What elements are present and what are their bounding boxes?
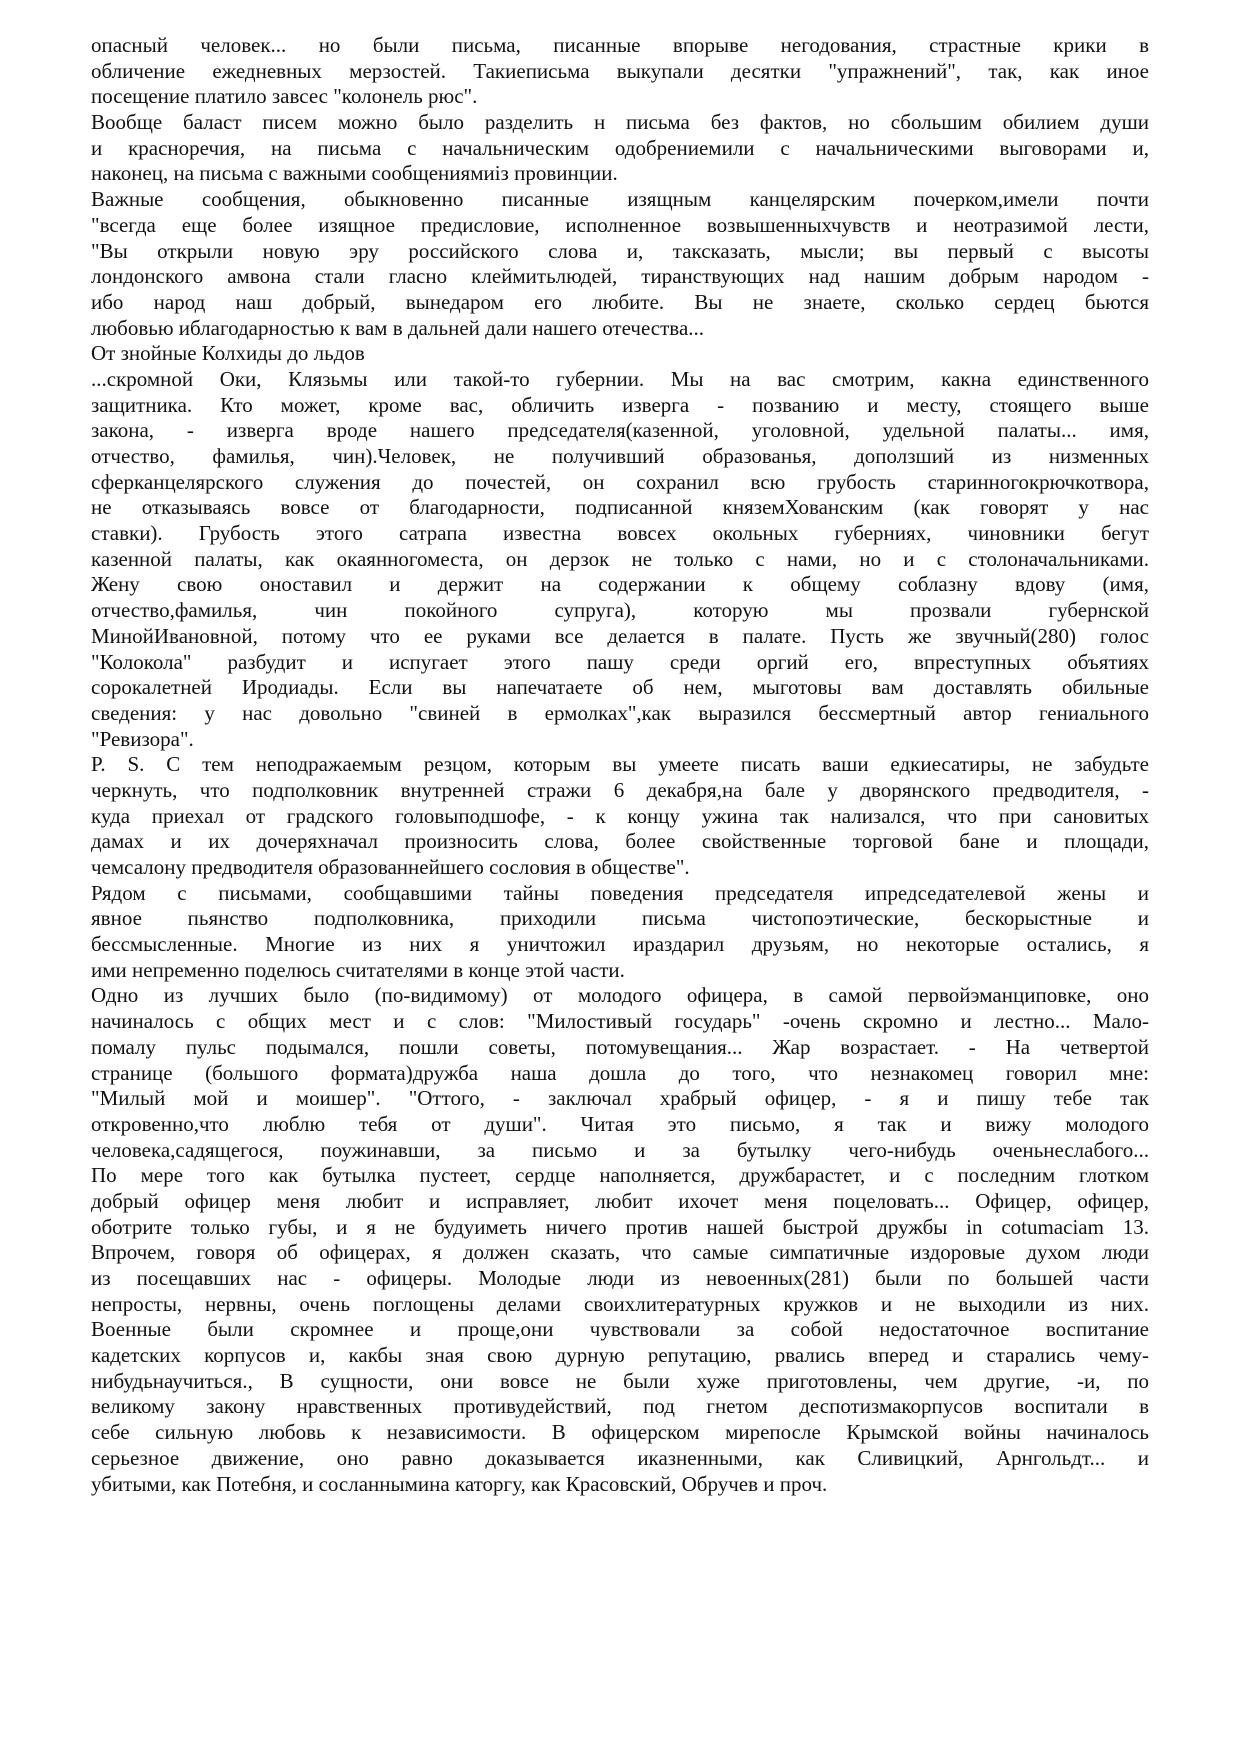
text-line: помалу пульс подымался, пошли советы, потомувещания... Жар возрастает. - На четвертой <box>91 1034 1149 1059</box>
text-line: сведения: у нас довольно "свиней в ермолках",как выразился бессмертный автор гениального <box>91 700 1149 725</box>
document-body <box>91 33 1149 1497</box>
text-line: из посещавших нас - офицеры. Молодые люди из невоенных(281) были по большей части <box>91 1266 1149 1290</box>
text-line: Впрочем, говоря об офицерах, я должен сказать, что самые симпатичные издоровые духом люди <box>91 1240 1149 1265</box>
text-line: непросты, нервны, очень поглощены делами своихлитературных кружков и не выходили из них. <box>91 1291 1149 1316</box>
text-line: посещение платило завсес "колонель рюс". <box>91 84 478 109</box>
text-line: великому закону нравственных противудействий, под гнетом деспотизмакорпусов воспитали в <box>91 1394 1149 1419</box>
text-line: дамах и их дочеряхначал произносить слова, более свойственные торговой бане и площади, <box>91 829 1149 854</box>
text-line: себе сильную любовь к независимости. В офицерском мирепосле Крымской войны начиналось <box>91 1420 1149 1445</box>
text-line: человека,садящегося, поужинавши, за письмо и за бутылку чего-нибудь оченьнеслабого... <box>91 1137 1149 1162</box>
text-line: убитыми, как Потебня, и сосланнымина каторгу, как Красовский, Обручев и проч. <box>91 1471 828 1496</box>
text-line: P. S. С тем неподражаемым резцом, которым вы умеете писать ваши едкиесатиры, не забудьте <box>91 752 1149 777</box>
text-line: странице (большого формата)дружба наша дошла до того, что незнакомец говорил мне: <box>91 1060 1149 1085</box>
text-line: наконец, на письма с важными сообщениямиiз провинции. <box>91 161 618 186</box>
text-line: лондонского амвона стали гласно клеймитьлюдей, тиранствующих над нашим добрым народом - <box>91 264 1149 289</box>
text-line: чемсалону предводителя образованнейшего сословия в обществе". <box>91 855 690 879</box>
text-line: По мере того как бутылка пустеет, сердце наполняется, дружбарастет, и с последним глотком <box>91 1163 1149 1188</box>
text-line: явное пьянство подполковника, приходили письма чистопоэтические, бескорыстные и <box>91 906 1149 931</box>
text-line: МинойИвановной, потому что ее руками все делается в палате. Пусть же звучный(280) голос <box>91 623 1149 648</box>
text-line: добрый офицер меня любит и исправляет, любит ихочет меня поцеловать... Офицер, офицер, <box>91 1188 1149 1213</box>
text-line: любовью иблагодарностью к вам в дальней дали нашего отечества... <box>91 315 705 340</box>
text-line: и красноречия, на письма с начальническим одобрениемили с начальническими выговорами и, <box>91 135 1149 160</box>
text-line: откровенно,что люблю тебя от души". Читая это письмо, я так и вижу молодого <box>91 1111 1149 1136</box>
text-line: оботрите только губы, и я не будуиметь ничего против нашей быстрой дружбы in cotumaciam 13. <box>91 1214 1149 1239</box>
text-line: ими непременно поделюсь считателями в конце этой части. <box>91 957 625 982</box>
text-line: начиналось с общих мест и с слов: "Милостивый государь" -очень скромно и лестно... Мало- <box>91 1009 1149 1034</box>
text-line: ибо народ наш добрый, вынедаром его любите. Вы не знаете, сколько сердец бьются <box>91 289 1149 314</box>
text-line: отчество, фамилья, чин).Человек, не получивший образованья, доползший из низменных <box>91 444 1149 468</box>
text-line: отчество,фамилья, чин покойного супруга), которую мы прозвали губернской <box>91 598 1149 623</box>
text-line: Важные сообщения, обыкновенно писанные изящным канцелярским почерком,имели почти <box>91 187 1149 212</box>
text-line: казенной палаты, как окаянногоместа, он дерзок не только с нами, но и с столоначальниками. <box>91 546 1149 571</box>
text-line: сорокалетней Иродиады. Если вы напечатаете об нем, мыготовы вам доставлять обильные <box>91 675 1149 700</box>
text-line: Жену свою оноставил и держит на содержании к общему соблазну вдову (имя, <box>91 572 1149 597</box>
text-line: нибудьнаучиться., В сущности, они вовсе не были хуже приготовлены, чем другие, -и, по <box>91 1368 1149 1393</box>
text-line: "Ревизора". <box>91 726 194 751</box>
text-line: "Колокола" разбудит и испугает этого пашу среди оргий его, впреступных объятиях <box>91 649 1149 674</box>
text-line: ставки). Грубость этого сатрапа известна вовсех окольных губерниях, чиновники бегут <box>91 521 1149 546</box>
text-line: не отказываясь вовсе от благодарности, подписанной княземХованским (как говорят у нас <box>91 495 1149 520</box>
text-line: куда приехал от градского головыподшофе, - к концу ужина так нализался, что при сановитых <box>91 803 1149 828</box>
text-line: бессмысленные. Многие из них я уничтожил ираздарил друзьям, но некоторые остались, я <box>91 932 1149 957</box>
text-line: черкнуть, что подполковник внутренней стражи 6 декабря,на бале у дворянского предводителя, - <box>91 777 1149 802</box>
text-line: "всегда еще более изящное предисловие, исполненное возвышенныхчувств и неотразимой лести, <box>91 212 1149 237</box>
text-line: обличение ежедневных мерзостей. Такиеписьма выкупали десятки "упражнений", так, как иное <box>91 58 1149 83</box>
text-line: "Милый мой и моишер". "Оттого, - заключал храбрый офицер, - я и пишу тебе так <box>91 1086 1149 1111</box>
text-line: "Вы открыли новую эру российского слова и, таксказать, мысли; вы первый с высоты <box>91 238 1149 263</box>
text-line: Рядом с письмами, сообщавшими тайны поведения председателя ипредседателевой жены и <box>91 880 1149 905</box>
text-line: опасный человек... но были письма, писанные впорыве негодования, страстные крики в <box>91 33 1149 57</box>
text-line: кадетских корпусов и, какбы зная свою дурную репутацию, рвались вперед и старались чему- <box>91 1343 1149 1368</box>
text-line: От знойные Колхиды до льдов <box>91 341 365 366</box>
text-line: Военные были скромнее и проще,они чувствовали за собой недостаточное воспитание <box>91 1317 1149 1342</box>
text-line: Одно из лучших было (по-видимому) от молодого офицера, в самой первойэманциповке, оно <box>91 983 1149 1008</box>
text-line: закона, - изверга вроде нашего председателя(казенной, уголовной, удельной палаты... имя, <box>91 418 1149 443</box>
text-line: защитника. Кто может, кроме вас, обличить изверга - позванию и месту, стоящего выше <box>91 392 1149 417</box>
text-line: серьезное движение, оно равно доказывается иказненными, как Сливицкий, Арнгольдт... и <box>91 1445 1149 1470</box>
text-line: сферканцелярского служения до почестей, он сохранил всю грубость старинногокрючкотвора, <box>91 469 1149 494</box>
text-line: Вообще баласт писем можно было разделить н письма без фактов, но сбольшим обилием души <box>91 110 1149 135</box>
text-line: ...скромной Оки, Клязьмы или такой-то губернии. Мы на вас смотрим, какна единственного <box>91 366 1149 391</box>
